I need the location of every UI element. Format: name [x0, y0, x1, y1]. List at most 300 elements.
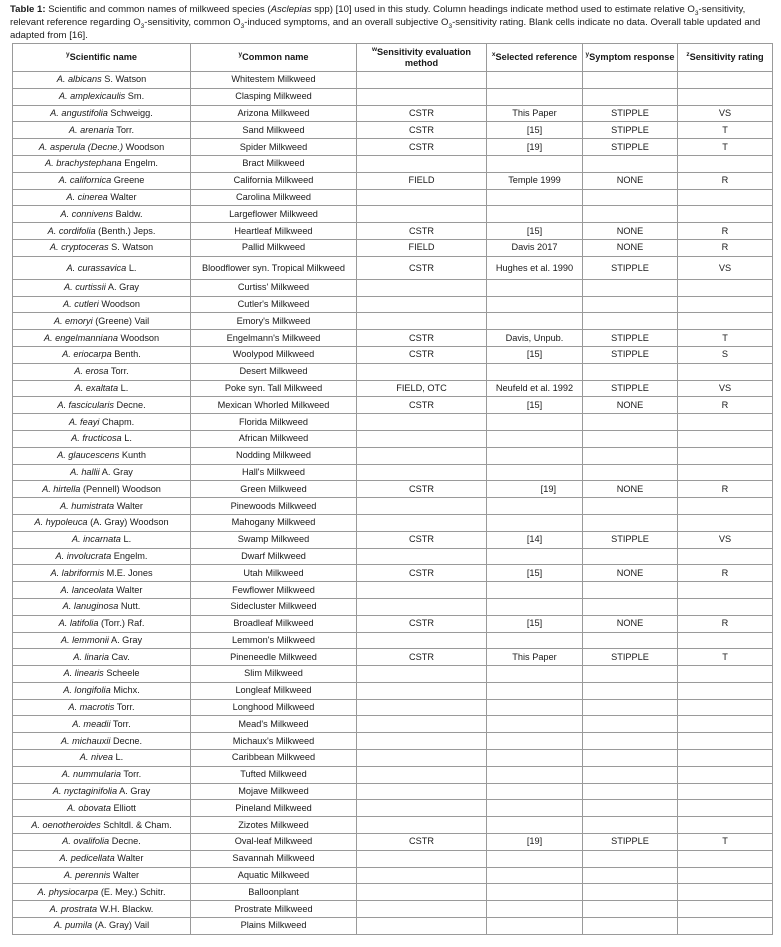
- header-common-name: $^y$Common name: [191, 44, 357, 72]
- scientific-name-cell: A. pedicellata Walter: [13, 850, 191, 867]
- scientific-name-cell: A. pumila (A. Gray) Vail: [13, 918, 191, 935]
- common-name-cell: Longhood Milkweed: [191, 699, 357, 716]
- common-name-cell: Carolina Milkweed: [191, 189, 357, 206]
- rating-cell: [678, 867, 773, 884]
- reference-cell: [487, 850, 583, 867]
- symptom-cell: NONE: [583, 565, 678, 582]
- table-row: [13, 172, 773, 189]
- table-row: [13, 800, 773, 817]
- reference-cell: [487, 430, 583, 447]
- table-row: [13, 817, 773, 834]
- scientific-name-cell: A. curtissii A. Gray: [13, 279, 191, 296]
- common-name-cell: Cutler's Milkweed: [191, 296, 357, 313]
- symptom-cell: STIPPLE: [583, 649, 678, 666]
- caption-text: -sensitivity rating. Blank cells indicate no data. Overall table updated and adapted from [16].: [10, 16, 761, 41]
- scientific-name-cell: A. angustifolia Schweigg.: [13, 105, 191, 122]
- rating-cell: [678, 88, 773, 105]
- method-cell: [357, 783, 487, 800]
- table-row: [13, 783, 773, 800]
- rating-cell: [678, 363, 773, 380]
- symptom-cell: [583, 363, 678, 380]
- table-row: [13, 649, 773, 666]
- scientific-name-cell: A. eriocarpa Benth.: [13, 346, 191, 363]
- method-cell: CSTR: [357, 565, 487, 582]
- common-name-cell: Emory's Milkweed: [191, 313, 357, 330]
- rating-cell: [678, 850, 773, 867]
- rating-cell: [678, 430, 773, 447]
- rating-cell: [678, 414, 773, 431]
- symptom-cell: [583, 682, 678, 699]
- table-row: [13, 548, 773, 565]
- symptom-cell: NONE: [583, 481, 678, 498]
- rating-cell: [678, 514, 773, 531]
- symptom-cell: STIPPLE: [583, 380, 678, 397]
- method-cell: FIELD, OTC: [357, 380, 487, 397]
- method-cell: CSTR: [357, 346, 487, 363]
- common-name-cell: Woolypod Milkweed: [191, 346, 357, 363]
- table-row: [13, 514, 773, 531]
- method-cell: [357, 850, 487, 867]
- scientific-name-cell: A. oenotheroides Schltdl. & Cham.: [13, 817, 191, 834]
- scientific-name-cell: A. labriformis M.E. Jones: [13, 565, 191, 582]
- reference-cell: [19]: [487, 834, 583, 851]
- table-row: [13, 239, 773, 256]
- symptom-cell: [583, 766, 678, 783]
- rating-cell: [678, 206, 773, 223]
- method-cell: [357, 918, 487, 935]
- symptom-cell: [583, 414, 678, 431]
- method-cell: [357, 733, 487, 750]
- scientific-name-cell: A. erosa Torr.: [13, 363, 191, 380]
- reference-cell: [487, 682, 583, 699]
- rating-cell: [678, 72, 773, 89]
- rating-cell: [678, 750, 773, 767]
- symptom-cell: [583, 189, 678, 206]
- scientific-name-cell: A. cordifolia (Benth.) Jeps.: [13, 223, 191, 240]
- scientific-name-cell: A. michauxii Decne.: [13, 733, 191, 750]
- table-header-row: [13, 44, 773, 72]
- symptom-cell: STIPPLE: [583, 834, 678, 851]
- symptom-cell: [583, 918, 678, 935]
- symptom-cell: [583, 800, 678, 817]
- caption-subscript: 3: [140, 22, 145, 30]
- caption-text: -sensitivity, relevant reference regarding O: [10, 4, 746, 28]
- symptom-cell: [583, 598, 678, 615]
- symptom-cell: STIPPLE: [583, 531, 678, 548]
- reference-cell: [487, 72, 583, 89]
- rating-cell: S: [678, 346, 773, 363]
- reference-cell: [487, 884, 583, 901]
- reference-cell: [487, 817, 583, 834]
- symptom-cell: NONE: [583, 615, 678, 632]
- common-name-cell: Engelmann's Milkweed: [191, 330, 357, 347]
- scientific-name-cell: A. longifolia Michx.: [13, 682, 191, 699]
- reference-cell: [15]: [487, 397, 583, 414]
- method-cell: [357, 766, 487, 783]
- method-cell: [357, 867, 487, 884]
- caption-subscript: 3: [448, 22, 453, 30]
- reference-cell: [487, 632, 583, 649]
- table-row: [13, 139, 773, 156]
- scientific-name-cell: A. connivens Baldw.: [13, 206, 191, 223]
- reference-cell: [487, 279, 583, 296]
- rating-cell: [678, 447, 773, 464]
- scientific-name-cell: A. obovata Elliott: [13, 800, 191, 817]
- method-cell: CSTR: [357, 105, 487, 122]
- rating-cell: VS: [678, 531, 773, 548]
- scientific-name-cell: A. incarnata L.: [13, 531, 191, 548]
- table-row: [13, 716, 773, 733]
- method-cell: [357, 817, 487, 834]
- method-cell: [357, 682, 487, 699]
- common-name-cell: Mexican Whorled Milkweed: [191, 397, 357, 414]
- scientific-name-cell: A. linaria Cav.: [13, 649, 191, 666]
- method-cell: CSTR: [357, 834, 487, 851]
- rating-cell: [678, 189, 773, 206]
- common-name-cell: Largeflower Milkweed: [191, 206, 357, 223]
- method-cell: CSTR: [357, 330, 487, 347]
- table-row: [13, 122, 773, 139]
- symptom-cell: [583, 850, 678, 867]
- reference-cell: Neufeld et al. 1992: [487, 380, 583, 397]
- reference-cell: [487, 901, 583, 918]
- reference-cell: This Paper: [487, 105, 583, 122]
- scientific-name-cell: A. arenaria Torr.: [13, 122, 191, 139]
- scientific-name-cell: A. linearis Scheele: [13, 666, 191, 683]
- reference-cell: [14]: [487, 531, 583, 548]
- common-name-cell: Zizotes Milkweed: [191, 817, 357, 834]
- header-evaluation-method: $^w$Sensitivity evaluation method: [357, 44, 487, 72]
- table-row: [13, 750, 773, 767]
- method-cell: [357, 72, 487, 89]
- method-cell: [357, 189, 487, 206]
- method-cell: [357, 498, 487, 515]
- common-name-cell: Pineland Milkweed: [191, 800, 357, 817]
- scientific-name-cell: A. engelmanniana Woodson: [13, 330, 191, 347]
- reference-cell: [487, 464, 583, 481]
- method-cell: [357, 800, 487, 817]
- common-name-cell: Plains Milkweed: [191, 918, 357, 935]
- common-name-cell: Balloonplant: [191, 884, 357, 901]
- method-cell: FIELD: [357, 239, 487, 256]
- method-cell: [357, 206, 487, 223]
- common-name-cell: Lemmon's Milkweed: [191, 632, 357, 649]
- scientific-name-cell: A. cutleri Woodson: [13, 296, 191, 313]
- table-row: [13, 531, 773, 548]
- rating-cell: T: [678, 649, 773, 666]
- method-cell: CSTR: [357, 531, 487, 548]
- method-cell: [357, 632, 487, 649]
- scientific-name-cell: A. amplexicaulis Sm.: [13, 88, 191, 105]
- reference-cell: Davis 2017: [487, 239, 583, 256]
- reference-cell: [487, 88, 583, 105]
- method-cell: CSTR: [357, 615, 487, 632]
- symptom-cell: [583, 817, 678, 834]
- table-row: [13, 598, 773, 615]
- header-sensitivity-rating: $^z$Sensitivity rating: [678, 44, 773, 72]
- reference-cell: [15]: [487, 122, 583, 139]
- reference-cell: [487, 206, 583, 223]
- rating-cell: [678, 598, 773, 615]
- header-scientific-name: $^y$Scientific name: [13, 44, 191, 72]
- method-cell: CSTR: [357, 139, 487, 156]
- reference-cell: [487, 800, 583, 817]
- method-cell: [357, 363, 487, 380]
- common-name-cell: Arizona Milkweed: [191, 105, 357, 122]
- symptom-cell: STIPPLE: [583, 330, 678, 347]
- table-row: [13, 565, 773, 582]
- rating-cell: [678, 800, 773, 817]
- caption-text: -induced symptoms, and an overall subjective O: [244, 16, 449, 28]
- scientific-name-cell: A. cryptoceras S. Watson: [13, 239, 191, 256]
- table-body: [13, 72, 773, 935]
- rating-cell: [678, 766, 773, 783]
- reference-cell: [487, 447, 583, 464]
- rating-cell: R: [678, 239, 773, 256]
- common-name-cell: Pinewoods Milkweed: [191, 498, 357, 515]
- scientific-name-cell: A. brachystephana Engelm.: [13, 155, 191, 172]
- rating-cell: [678, 313, 773, 330]
- symptom-cell: STIPPLE: [583, 139, 678, 156]
- symptom-cell: [583, 498, 678, 515]
- table-row: [13, 901, 773, 918]
- rating-cell: T: [678, 834, 773, 851]
- scientific-name-cell: A. physiocarpa (E. Mey.) Schitr.: [13, 884, 191, 901]
- symptom-cell: [583, 884, 678, 901]
- rating-cell: T: [678, 330, 773, 347]
- reference-cell: [487, 514, 583, 531]
- method-cell: CSTR: [357, 122, 487, 139]
- scientific-name-cell: A. latifolia (Torr.) Raf.: [13, 615, 191, 632]
- table-row: [13, 330, 773, 347]
- symptom-cell: STIPPLE: [583, 105, 678, 122]
- milkweed-table: [12, 43, 773, 935]
- reference-cell: [487, 783, 583, 800]
- rating-cell: VS: [678, 105, 773, 122]
- symptom-cell: [583, 716, 678, 733]
- table-row: [13, 766, 773, 783]
- common-name-cell: Hall's Milkweed: [191, 464, 357, 481]
- scientific-name-cell: A. fructicosa L.: [13, 430, 191, 447]
- symptom-cell: [583, 699, 678, 716]
- symptom-cell: [583, 733, 678, 750]
- scientific-name-cell: A. ovalifolia Decne.: [13, 834, 191, 851]
- scientific-name-cell: A. nummularia Torr.: [13, 766, 191, 783]
- reference-cell: [487, 716, 583, 733]
- rating-cell: R: [678, 223, 773, 240]
- common-name-cell: Sidecluster Milkweed: [191, 598, 357, 615]
- method-cell: [357, 750, 487, 767]
- rating-cell: [678, 716, 773, 733]
- rating-cell: [678, 699, 773, 716]
- caption-subscript: 3: [694, 9, 699, 17]
- common-name-cell: Oval-leaf Milkweed: [191, 834, 357, 851]
- caption-text: Scientific and common names of milkweed species (: [45, 4, 271, 15]
- reference-cell: [487, 296, 583, 313]
- common-name-cell: Dwarf Milkweed: [191, 548, 357, 565]
- rating-cell: R: [678, 615, 773, 632]
- rating-cell: [678, 296, 773, 313]
- scientific-name-cell: A. lanuginosa Nutt.: [13, 598, 191, 615]
- reference-cell: [487, 582, 583, 599]
- symptom-cell: NONE: [583, 397, 678, 414]
- scientific-name-cell: A. nyctaginifolia A. Gray: [13, 783, 191, 800]
- symptom-cell: [583, 514, 678, 531]
- rating-cell: [678, 666, 773, 683]
- scientific-name-cell: A. glaucescens Kunth: [13, 447, 191, 464]
- table-row: [13, 498, 773, 515]
- table-row: [13, 834, 773, 851]
- reference-cell: [487, 414, 583, 431]
- reference-cell: [487, 699, 583, 716]
- reference-cell: Hughes et al. 1990: [487, 256, 583, 279]
- symptom-cell: [583, 72, 678, 89]
- common-name-cell: Nodding Milkweed: [191, 447, 357, 464]
- table-row: [13, 189, 773, 206]
- scientific-name-cell: A. lanceolata Walter: [13, 582, 191, 599]
- scientific-name-cell: A. asperula (Decne.) Woodson: [13, 139, 191, 156]
- common-name-cell: Pallid Milkweed: [191, 239, 357, 256]
- symptom-cell: [583, 901, 678, 918]
- rating-cell: [678, 783, 773, 800]
- table-row: [13, 699, 773, 716]
- table-row: [13, 105, 773, 122]
- symptom-cell: [583, 279, 678, 296]
- method-cell: [357, 901, 487, 918]
- method-cell: [357, 514, 487, 531]
- method-cell: [357, 155, 487, 172]
- reference-cell: [487, 155, 583, 172]
- symptom-cell: [583, 155, 678, 172]
- rating-cell: [678, 464, 773, 481]
- symptom-cell: [583, 632, 678, 649]
- rating-cell: [678, 582, 773, 599]
- reference-cell: [19]: [487, 481, 583, 498]
- table-row: [13, 296, 773, 313]
- method-cell: [357, 279, 487, 296]
- reference-cell: [15]: [487, 346, 583, 363]
- method-cell: [357, 598, 487, 615]
- symptom-cell: STIPPLE: [583, 346, 678, 363]
- caption-text: spp) [10] used in this study. Column headings indicate method used to estimate relative O: [311, 4, 695, 15]
- table-row: [13, 397, 773, 414]
- table-row: [13, 155, 773, 172]
- reference-cell: [487, 867, 583, 884]
- method-cell: CSTR: [357, 397, 487, 414]
- reference-cell: [487, 498, 583, 515]
- common-name-cell: Bloodflower syn. Tropical Milkweed: [191, 256, 357, 279]
- scientific-name-cell: A. perennis Walter: [13, 867, 191, 884]
- method-cell: [357, 464, 487, 481]
- rating-cell: [678, 279, 773, 296]
- method-cell: [357, 313, 487, 330]
- symptom-cell: [583, 666, 678, 683]
- rating-cell: VS: [678, 256, 773, 279]
- method-cell: [357, 699, 487, 716]
- table-row: [13, 414, 773, 431]
- method-cell: [357, 296, 487, 313]
- rating-cell: [678, 682, 773, 699]
- table-row: [13, 615, 773, 632]
- reference-cell: [15]: [487, 615, 583, 632]
- table-row: [13, 850, 773, 867]
- table-row: [13, 884, 773, 901]
- rating-cell: [678, 155, 773, 172]
- rating-cell: R: [678, 397, 773, 414]
- reference-cell: [15]: [487, 565, 583, 582]
- common-name-cell: Tufted Milkweed: [191, 766, 357, 783]
- method-cell: CSTR: [357, 481, 487, 498]
- common-name-cell: Pineneedle Milkweed: [191, 649, 357, 666]
- common-name-cell: Caribbean Milkweed: [191, 750, 357, 767]
- method-cell: CSTR: [357, 223, 487, 240]
- symptom-cell: [583, 582, 678, 599]
- table-row: [13, 582, 773, 599]
- symptom-cell: [583, 88, 678, 105]
- table-row: [13, 363, 773, 380]
- common-name-cell: Whitestem Milkweed: [191, 72, 357, 89]
- symptom-cell: [583, 296, 678, 313]
- symptom-cell: [583, 206, 678, 223]
- method-cell: [357, 548, 487, 565]
- common-name-cell: Savannah Milkweed: [191, 850, 357, 867]
- method-cell: [357, 447, 487, 464]
- symptom-cell: [583, 313, 678, 330]
- caption-subscript: 3: [240, 22, 245, 30]
- scientific-name-cell: A. lemmonii A. Gray: [13, 632, 191, 649]
- method-cell: [357, 716, 487, 733]
- method-cell: CSTR: [357, 649, 487, 666]
- rating-cell: [678, 918, 773, 935]
- symptom-cell: [583, 464, 678, 481]
- table-row: [13, 682, 773, 699]
- table-row: [13, 464, 773, 481]
- common-name-cell: Mojave Milkweed: [191, 783, 357, 800]
- scientific-name-cell: A. macrotis Torr.: [13, 699, 191, 716]
- table-row: [13, 666, 773, 683]
- rating-cell: T: [678, 139, 773, 156]
- scientific-name-cell: A. prostrata W.H. Blackw.: [13, 901, 191, 918]
- common-name-cell: Mahogany Milkweed: [191, 514, 357, 531]
- common-name-cell: Aquatic Milkweed: [191, 867, 357, 884]
- reference-cell: Temple 1999: [487, 172, 583, 189]
- reference-cell: [487, 598, 583, 615]
- table-row: [13, 313, 773, 330]
- table-row: [13, 256, 773, 279]
- table-row: [13, 430, 773, 447]
- table-row: [13, 88, 773, 105]
- reference-cell: [487, 363, 583, 380]
- rating-cell: R: [678, 481, 773, 498]
- symptom-cell: [583, 447, 678, 464]
- common-name-cell: Slim Milkweed: [191, 666, 357, 683]
- rating-cell: R: [678, 565, 773, 582]
- reference-cell: [19]: [487, 139, 583, 156]
- common-name-cell: Florida Milkweed: [191, 414, 357, 431]
- reference-cell: [487, 313, 583, 330]
- method-cell: [357, 666, 487, 683]
- common-name-cell: Utah Milkweed: [191, 565, 357, 582]
- reference-cell: [487, 733, 583, 750]
- common-name-cell: Poke syn. Tall Milkweed: [191, 380, 357, 397]
- scientific-name-cell: A. albicans S. Watson: [13, 72, 191, 89]
- common-name-cell: Prostrate Milkweed: [191, 901, 357, 918]
- scientific-name-cell: A. nivea L.: [13, 750, 191, 767]
- symptom-cell: [583, 548, 678, 565]
- method-cell: [357, 414, 487, 431]
- header-selected-reference: $^x$Selected reference: [487, 44, 583, 72]
- caption-label: Table 1:: [10, 4, 46, 15]
